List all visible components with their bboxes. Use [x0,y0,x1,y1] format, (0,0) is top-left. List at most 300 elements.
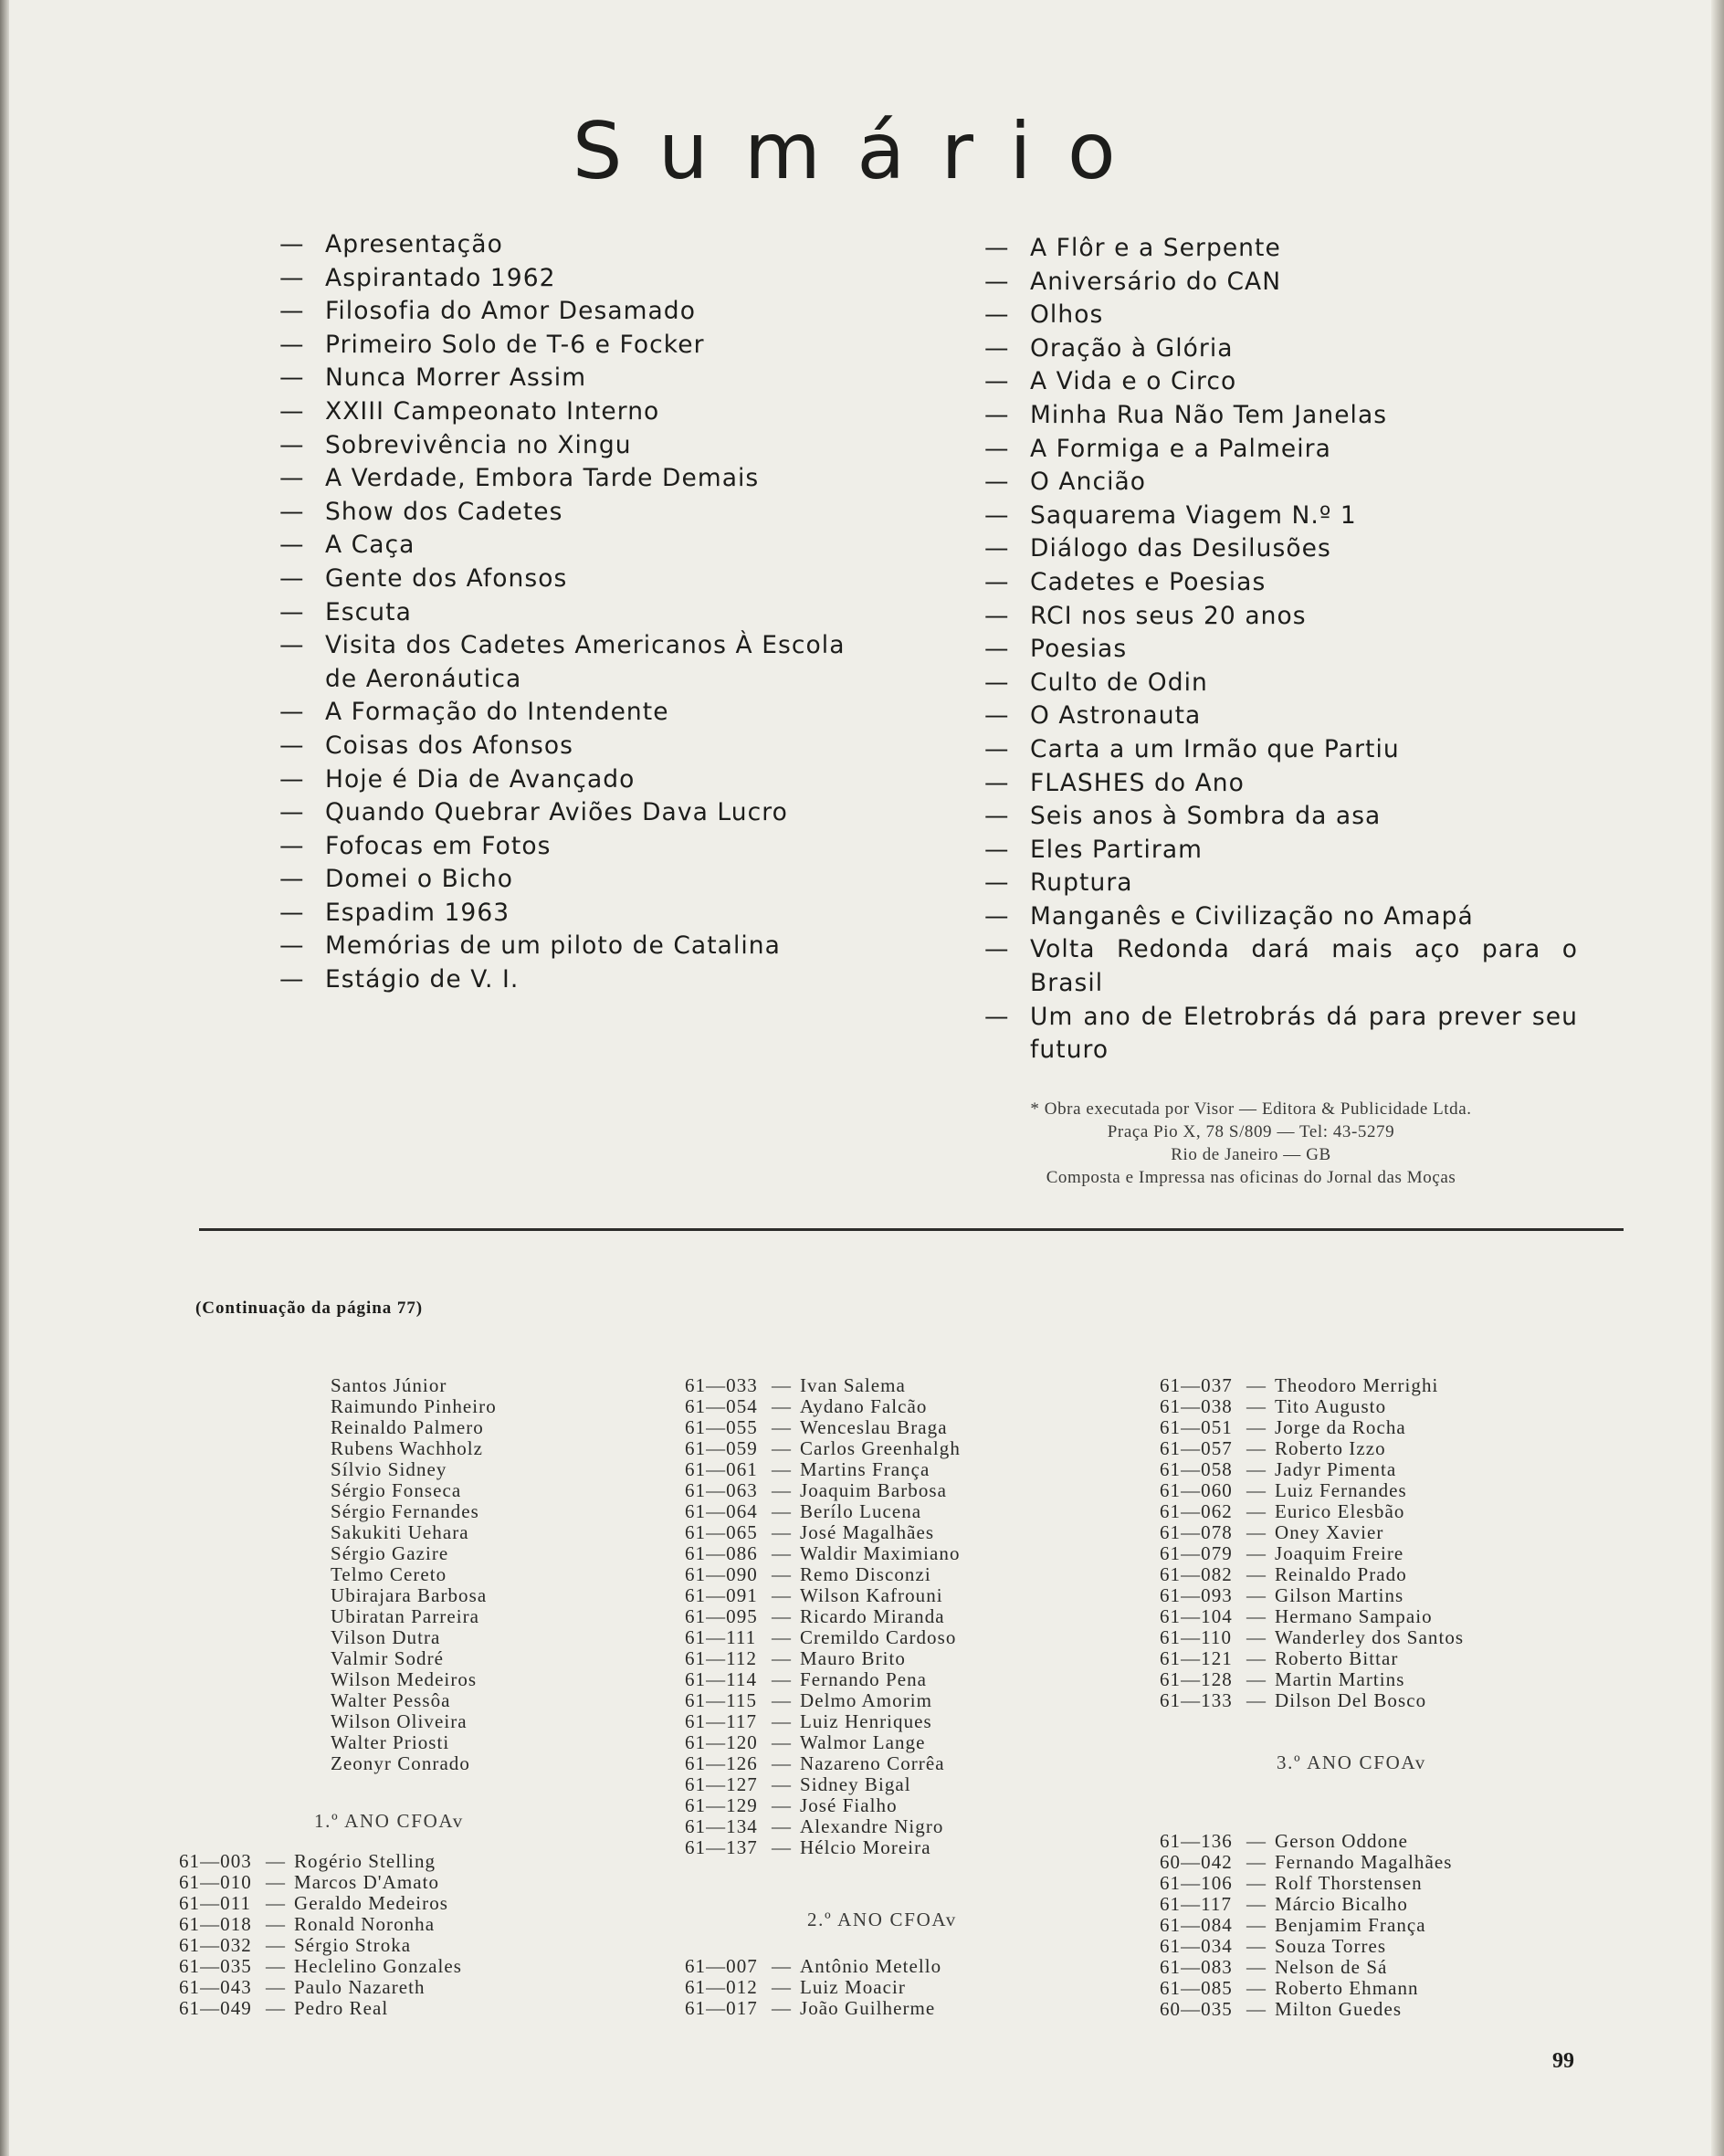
dash-separator: — [1246,1914,1267,1936]
roster-number: 61—043 [179,1976,252,1998]
toc-entry: — A Vida e o Circo [984,365,1578,399]
dash-separator: — [771,1647,793,1669]
toc-entry: — O Ancião [984,466,1578,500]
roster-name: Wanderley dos Santos [1275,1626,1465,1648]
roster-name: Alexandre Nigro [800,1815,944,1837]
roster-number: 61—062 [1160,1500,1233,1522]
roster-entry [179,1914,462,1935]
roster-name: Ronald Noronha [294,1913,436,1935]
dash-separator: — [771,1416,793,1438]
roster-name: Joaquim Freire [1275,1542,1404,1564]
roster-name: Waldir Maximiano [800,1542,961,1564]
roster-number: 61—104 [1160,1605,1233,1627]
roster-number: 61—038 [1160,1395,1233,1417]
toc-entry: — Domei o Bicho [279,863,882,897]
toc-entry: — Eles Partiram [984,834,1578,868]
dash-separator: — [771,1815,793,1837]
dash-separator: — [771,1976,793,1998]
dash-separator: — [1246,1605,1267,1627]
roster-name: Aydano Falcão [800,1395,928,1417]
dash-separator: — [265,1913,287,1935]
roster-number: 61—034 [1160,1935,1233,1957]
roster-name: Rogério Stelling [294,1850,436,1872]
roster-entry [1160,1894,1452,1915]
dash-separator: — [1246,1542,1267,1564]
roster-entry [685,1732,961,1753]
name-entry: Walter Pessôa [331,1689,451,1711]
dash-separator: — [1246,1893,1267,1915]
dash-separator: — [771,1563,793,1585]
roster-entry [1160,1831,1452,1852]
roster-number: 61—121 [1160,1647,1233,1669]
dash-separator: — [1246,1956,1267,1978]
dash-separator: — [1246,1977,1267,1999]
roster-entry [685,1606,961,1627]
name-entry: Telmo Cereto [331,1563,447,1585]
roster-entry [1160,1690,1464,1711]
roster-entry [1160,1459,1464,1480]
toc-entry: — Manganês e Civilização no Amapá [984,900,1578,934]
roster-entry [685,1669,961,1690]
dash-separator: — [771,1710,793,1732]
roster-number: 61—120 [685,1731,758,1753]
roster-entry [1160,1936,1452,1957]
toc-entry: — Cadetes e Poesias [984,566,1578,600]
roster-entry [1160,1480,1464,1501]
name-entry: Sílvio Sidney [331,1458,447,1480]
roster-number: 61—057 [1160,1437,1233,1459]
roster-name: Mauro Brito [800,1647,906,1669]
roster-name: Luiz Henriques [800,1710,932,1732]
dash-separator: — [1246,1668,1267,1690]
roster-entry [1160,1915,1452,1936]
roster-number: 61—065 [685,1521,758,1543]
roster-entry [179,1935,462,1956]
dash-separator: — [771,1668,793,1690]
page-right-edge [1711,0,1724,2156]
roster-number: 61—117 [1160,1893,1233,1915]
roster-entry [1160,1627,1464,1648]
roster-number: 61—091 [685,1584,758,1606]
roster-entry [1160,1417,1464,1438]
roster-number: 60—035 [1160,1998,1233,2020]
toc-entry: — Um ano de Eletrobrás dá para prever seu futuro [984,1001,1578,1067]
name-entry: Wilson Medeiros [331,1668,478,1690]
roster-name: Nazareno Corrêa [800,1752,945,1774]
roster-name: Sérgio Stroka [294,1934,412,1956]
roster-entry [1160,1852,1452,1873]
roster-number: 61—117 [685,1710,758,1732]
roster-name: Hermano Sampaio [1275,1605,1433,1627]
roster-entry [685,1795,961,1816]
toc-entry: — Diálogo das Desilusões [984,532,1578,566]
dash-separator: — [265,1871,287,1893]
colophon-line: Praça Pio X, 78 S/809 — Tel: 43-5279 [1107,1122,1395,1141]
continuation-note: (Continuação da página 77) [195,1299,424,1318]
dash-separator: — [771,1584,793,1606]
name-entry: Sérgio Gazire [331,1542,449,1564]
roster-number: 61—079 [1160,1542,1233,1564]
dash-separator: — [771,1479,793,1501]
roster-number: 61—054 [685,1395,758,1417]
dash-separator: — [265,1955,287,1977]
names-column [331,1375,497,1774]
dash-separator: — [1246,1521,1267,1543]
roster-number: 61—106 [1160,1872,1233,1894]
roster-number: 61—064 [685,1500,758,1522]
roster-number: 61—061 [685,1458,758,1480]
roster-number: 61—063 [685,1479,758,1501]
roster-column-3 [1160,1375,1464,1711]
roster-number: 61—078 [1160,1521,1233,1543]
roster-name: Paulo Nazareth [294,1976,426,1998]
roster-entry [685,1564,961,1585]
dash-separator: — [1246,1479,1267,1501]
toc-entry: — Primeiro Solo de T-6 e Focker [279,329,882,363]
dash-separator: — [771,1752,793,1774]
roster-name: Wilson Kafrouni [800,1584,943,1606]
roster-entry [685,1956,941,1977]
roster-number: 61—115 [685,1689,758,1711]
roster-entry [685,1438,961,1459]
roster-number: 61—082 [1160,1563,1233,1585]
toc-entry: — Carta a um Irmão que Partiu [984,733,1578,767]
roster-number: 61—084 [1160,1914,1233,1936]
roster-name: Souza Torres [1275,1935,1387,1957]
roster-entry [685,1774,961,1795]
roster-entry [685,1522,961,1543]
dash-separator: — [771,1836,793,1858]
dash-separator: — [771,1395,793,1417]
roster-entry [685,1690,961,1711]
roster-entry [685,1396,961,1417]
toc-entry: — Saquarema Viagem N.º 1 [984,500,1578,533]
dash-separator: — [265,1997,287,2019]
roster-name: Ivan Salema [800,1374,906,1396]
toc-entry: — Olhos [984,299,1578,332]
roster-name: Marcos D'Amato [294,1871,440,1893]
dash-separator: — [1246,1689,1267,1711]
roster-entry [179,1956,462,1977]
toc-entry: — FLASHES do Ano [984,767,1578,801]
name-entry: Sakukiti Uehara [331,1521,469,1543]
roster-entry [685,1480,961,1501]
toc-entry: — A Verdade, Embora Tarde Demais [279,462,882,496]
dash-separator: — [771,1437,793,1459]
dash-separator: — [771,1955,793,1977]
name-entry: Ubiratan Parreira [331,1605,480,1627]
roster-entry [1160,1438,1464,1459]
roster-1st-year [179,1851,462,2019]
colophon-line: Composta e Impressa nas oficinas do Jornal das Moças [1046,1168,1456,1187]
roster-name: Carlos Greenhalgh [800,1437,961,1459]
name-entry: Wilson Oliveira [331,1710,468,1732]
roster-name: Gerson Oddone [1275,1830,1409,1852]
roster-name: Fernando Magalhães [1275,1851,1453,1873]
roster-entry [1160,1564,1464,1585]
roster-entry [1160,1375,1464,1396]
roster-column-2 [685,1375,961,1858]
roster-entry [1160,1978,1452,1999]
toc-entry: — Culto de Odin [984,667,1578,700]
toc-entry: — A Formiga e a Palmeira [984,433,1578,467]
roster-name: Milton Guedes [1275,1998,1403,2020]
roster-name: Berílo Lucena [800,1500,922,1522]
roster-name: Delmo Amorim [800,1689,933,1711]
toc-entry: — Aspirantado 1962 [279,262,882,296]
roster-name: Dilson Del Bosco [1275,1689,1427,1711]
dash-separator: — [1246,1437,1267,1459]
roster-name: Sidney Bigal [800,1773,911,1795]
dash-separator: — [1246,1998,1267,2020]
dash-separator: — [265,1850,287,1872]
roster-name: Tito Augusto [1275,1395,1387,1417]
roster-entry [179,1893,462,1914]
roster-name: Antônio Metello [800,1955,942,1977]
roster-name: José Fialho [800,1794,898,1816]
dash-separator: — [771,1542,793,1564]
dash-separator: — [771,1997,793,2019]
dash-separator: — [771,1458,793,1480]
dash-separator: — [1246,1563,1267,1585]
roster-name: Hélcio Moreira [800,1836,931,1858]
toc-entry: — Estágio de V. I. [279,963,882,997]
dash-separator: — [265,1934,287,1956]
roster-entry [1160,1957,1452,1978]
roster-number: 61—110 [1160,1626,1233,1648]
name-entry: Ubirajara Barbosa [331,1584,488,1606]
dash-separator: — [1246,1851,1267,1873]
dash-separator: — [771,1731,793,1753]
roster-entry [179,1872,462,1893]
toc-entry: — Escuta [279,596,882,630]
roster-number: 61—035 [179,1955,252,1977]
dash-separator: — [771,1626,793,1648]
roster-name: Wenceslau Braga [800,1416,948,1438]
name-entry: Raimundo Pinheiro [331,1395,497,1417]
toc-entry: — Gente dos Afonsos [279,563,882,596]
roster-name: Reinaldo Prado [1275,1563,1407,1585]
roster-entry [685,1648,961,1669]
toc-entry: — Sobrevivência no Xingu [279,429,882,463]
colophon-line: Rio de Janeiro — GB [1171,1145,1331,1164]
roster-name: Geraldo Medeiros [294,1892,448,1914]
dash-separator: — [771,1500,793,1522]
toc-entry: — Poesias [984,633,1578,667]
dash-separator: — [1246,1647,1267,1669]
roster-number: 61—059 [685,1437,758,1459]
dash-separator: — [1246,1872,1267,1894]
toc-entry: — Espadim 1963 [279,897,882,931]
roster-entry [685,1998,941,2019]
name-entry: Rubens Wachholz [331,1437,484,1459]
roster-number: 61—111 [685,1626,757,1648]
toc-entry: — Aniversário do CAN [984,266,1578,300]
roster-name: Jorge da Rocha [1275,1416,1406,1438]
roster-name: Luiz Moacir [800,1976,906,1998]
roster-number: 61—060 [1160,1479,1233,1501]
dash-separator: — [1246,1935,1267,1957]
roster-entry [179,1977,462,1998]
roster-name: Heclelino Gonzales [294,1955,462,1977]
dash-separator: — [1246,1584,1267,1606]
roster-number: 61—137 [685,1836,758,1858]
roster-name: Theodoro Merrighi [1275,1374,1439,1396]
toc-left-column [279,228,882,997]
roster-number: 61—095 [685,1605,758,1627]
roster-number: 61—012 [685,1976,758,1998]
toc-entry: — Ruptura [984,867,1578,900]
roster-entry [1160,1501,1464,1522]
section-divider [199,1228,1624,1231]
dash-separator: — [1246,1458,1267,1480]
roster-name: Martins França [800,1458,930,1480]
roster-name: Cremildo Cardoso [800,1626,957,1648]
name-entry: Reinaldo Palmero [331,1416,484,1438]
roster-name: Oney Xavier [1275,1521,1384,1543]
name-entry: Zeonyr Conrado [331,1752,470,1774]
roster-number: 61—003 [179,1850,252,1872]
roster-number: 61—086 [685,1542,758,1564]
roster-name: Roberto Izzo [1275,1437,1386,1459]
roster-name: Nelson de Sá [1275,1956,1388,1978]
toc-entry: — Apresentação [279,228,882,262]
name-entry: Sérgio Fonseca [331,1479,462,1501]
roster-number: 61—011 [179,1892,252,1914]
roster-entry [685,1417,961,1438]
roster-name: Martin Martins [1275,1668,1405,1690]
roster-entry [179,1998,462,2019]
dash-separator: — [771,1374,793,1396]
roster-name: Roberto Ehmann [1275,1977,1419,1999]
roster-number: 61—136 [1160,1830,1233,1852]
roster-number: 61—126 [685,1752,758,1774]
roster-name: Ricardo Miranda [800,1605,945,1627]
toc-entry: — O Astronauta [984,699,1578,733]
roster-entry [685,1837,961,1858]
name-entry: Santos Júnior [331,1374,447,1396]
roster-entry [179,1851,462,1872]
toc-entry: — Minha Rua Não Tem Janelas [984,399,1578,433]
roster-number: 61—017 [685,1997,758,2019]
roster-2nd-year [685,1956,941,2019]
roster-name: Walmor Lange [800,1731,926,1753]
toc-entry: — Hoje é Dia de Avançado [279,763,882,797]
roster-name: Rolf Thorstensen [1275,1872,1423,1894]
toc-entry: — A Caça [279,529,882,563]
roster-number: 61—033 [685,1374,758,1396]
toc-right-column [984,232,1578,1067]
roster-entry [1160,1543,1464,1564]
page-binding-edge [0,0,9,2156]
roster-number: 61—083 [1160,1956,1233,1978]
section-heading-3rd-year: 3.º ANO CFOAv [1277,1751,1426,1773]
roster-entry [1160,1669,1464,1690]
roster-entry [685,1585,961,1606]
dash-separator: — [1246,1395,1267,1417]
page-title: Sumário [572,105,1152,197]
roster-entry [1160,1648,1464,1669]
roster-number: 61—055 [685,1416,758,1438]
roster-name: Joaquim Barbosa [800,1479,947,1501]
toc-entry: — Coisas dos Afonsos [279,730,882,763]
toc-entry: — Seis anos à Sombra da asa [984,800,1578,834]
toc-entry: — Nunca Morrer Assim [279,362,882,395]
roster-name: Roberto Bittar [1275,1647,1399,1669]
roster-name: José Magalhães [800,1521,935,1543]
roster-number: 61—128 [1160,1668,1233,1690]
roster-number: 61—112 [685,1647,758,1669]
roster-number: 61—010 [179,1871,252,1893]
roster-number: 61—018 [179,1913,252,1935]
roster-name: Remo Disconzi [800,1563,931,1585]
toc-entry: — Filosofia do Amor Desamado [279,295,882,329]
roster-number: 61—037 [1160,1374,1233,1396]
roster-entry [685,1977,941,1998]
dash-separator: — [771,1773,793,1795]
roster-number: 61—129 [685,1794,758,1816]
section-heading-2nd-year: 2.º ANO CFOAv [807,1909,957,1930]
dash-separator: — [1246,1500,1267,1522]
page-number: 99 [1552,2049,1574,2073]
roster-number: 61—085 [1160,1977,1233,1999]
toc-entry: — Visita dos Cadetes Americanos À Escola de Aeronáutica [279,629,882,696]
roster-entry [685,1711,961,1732]
name-entry: Valmir Sodré [331,1647,444,1669]
toc-entry: — XXIII Campeonato Interno [279,395,882,429]
roster-entry [685,1459,961,1480]
roster-name: Gilson Martins [1275,1584,1404,1606]
toc-entry: — Oração à Glória [984,332,1578,366]
name-entry: Sérgio Fernandes [331,1500,479,1522]
toc-entry: — RCI nos seus 20 anos [984,600,1578,634]
dash-separator: — [771,1521,793,1543]
roster-entry [1160,1873,1452,1894]
roster-entry [685,1543,961,1564]
roster-number: 61—007 [685,1955,758,1977]
dash-separator: — [265,1892,287,1914]
dash-separator: — [771,1605,793,1627]
roster-number: 60—042 [1160,1851,1233,1873]
roster-3rd-year [1160,1831,1452,2020]
dash-separator: — [771,1794,793,1816]
roster-name: Pedro Real [294,1997,389,2019]
roster-name: Jadyr Pimenta [1275,1458,1397,1480]
dash-separator: — [1246,1416,1267,1438]
colophon [941,1098,1561,1189]
roster-entry [685,1753,961,1774]
roster-number: 61—090 [685,1563,758,1585]
colophon-line: * Obra executada por Visor — Editora & Publicidade Ltda. [1030,1099,1472,1119]
name-entry: Walter Priosti [331,1731,450,1753]
roster-number: 61—032 [179,1934,252,1956]
roster-number: 61—133 [1160,1689,1233,1711]
toc-entry: — Memórias de um piloto de Catalina [279,930,882,963]
dash-separator: — [1246,1626,1267,1648]
dash-separator: — [265,1976,287,1998]
toc-entry: — Quando Quebrar Aviões Dava Lucro [279,796,882,830]
toc-entry: — Fofocas em Fotos [279,830,882,864]
roster-entry [1160,1522,1464,1543]
roster-name: Eurico Elesbão [1275,1500,1405,1522]
roster-number: 61—049 [179,1997,252,2019]
roster-number: 61—127 [685,1773,758,1795]
roster-number: 61—134 [685,1815,758,1837]
roster-number: 61—093 [1160,1584,1233,1606]
toc-entry: — A Formação do Intendente [279,696,882,730]
roster-entry [1160,1999,1452,2020]
section-heading-1st-year: 1.º ANO CFOAv [314,1810,464,1832]
